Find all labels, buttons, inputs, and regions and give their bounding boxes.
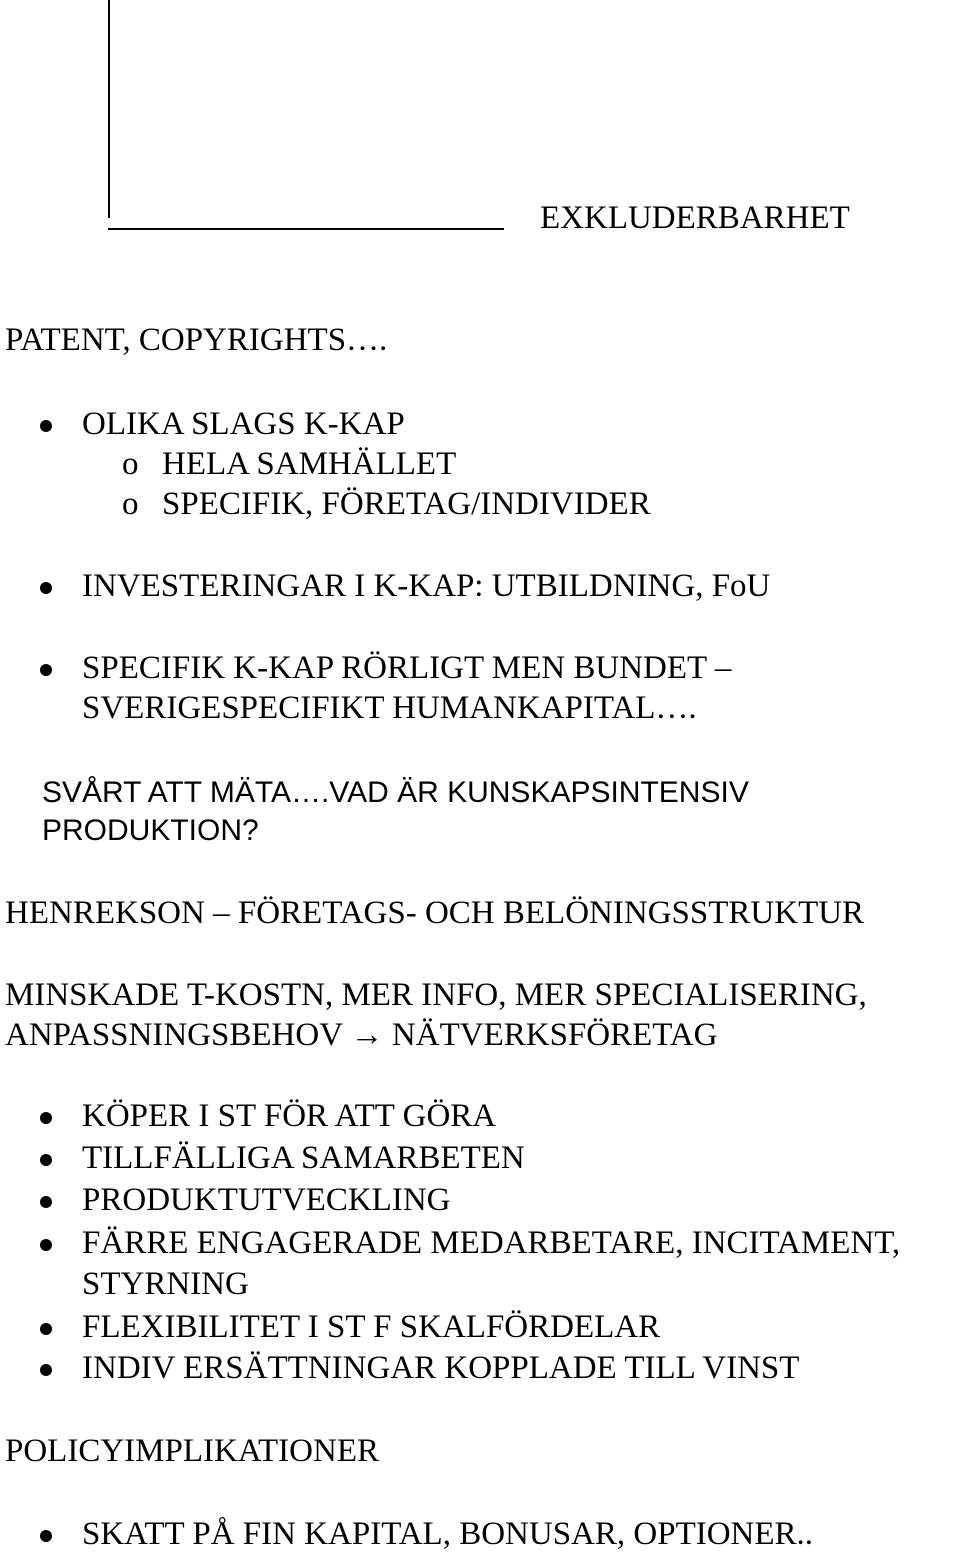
svart-line-1: SVÅRT ATT MÄTA….VAD ÄR KUNSKAPSINTENSIV xyxy=(42,776,749,809)
list-item-continuation: STYRNING xyxy=(82,1266,249,1302)
vertical-rule xyxy=(108,0,110,218)
henrekson-line: HENREKSON – FÖRETAGS- OCH BELÖNINGSSTRUKTUR xyxy=(5,895,865,931)
patent-line: PATENT, COPYRIGHTS…. xyxy=(5,322,388,358)
list-item: SPECIFIK K-KAP RÖRLIGT MEN BUNDET – xyxy=(82,650,732,686)
bullet-dot xyxy=(40,1196,52,1208)
svart-line-2: PRODUKTION? xyxy=(42,814,259,847)
bullet-dot xyxy=(40,582,52,594)
list-item: FLEXIBILITET I ST F SKALFÖRDELAR xyxy=(82,1309,661,1345)
sub-list-item: SPECIFIK, FÖRETAG/INDIVIDER xyxy=(162,486,651,522)
list-item: INDIV ERSÄTTNINGAR KOPPLADE TILL VINST xyxy=(82,1350,800,1386)
list-item-continuation: SVERIGESPECIFIKT HUMANKAPITAL…. xyxy=(82,690,697,726)
minskade-line-1: MINSKADE T-KOSTN, MER INFO, MER SPECIALISERING, xyxy=(5,977,867,1013)
list-item: PRODUKTUTVECKLING xyxy=(82,1182,451,1218)
bullet-dot xyxy=(40,664,52,676)
sub-bullet-marker: o xyxy=(122,486,139,522)
bullet-dot xyxy=(40,1239,52,1251)
list-item: FÄRRE ENGAGERADE MEDARBETARE, INCITAMENT, xyxy=(82,1225,901,1261)
policy-heading: POLICYIMPLIKATIONER xyxy=(5,1433,379,1469)
heading: EXKLUDERBARHET xyxy=(540,200,850,236)
list-item: OLIKA SLAGS K-KAP xyxy=(82,406,405,442)
sub-list-item: HELA SAMHÄLLET xyxy=(162,446,457,482)
bullet-dot xyxy=(40,1530,52,1542)
bullet-dot xyxy=(40,1364,52,1376)
list-item: INVESTERINGAR I K-KAP: UTBILDNING, FoU xyxy=(82,568,771,604)
horizontal-rule xyxy=(108,228,504,230)
bullet-dot xyxy=(40,1323,52,1335)
list-item: TILLFÄLLIGA SAMARBETEN xyxy=(82,1140,525,1176)
bullet-dot xyxy=(40,420,52,432)
bullet-dot xyxy=(40,1112,52,1124)
bullet-dot xyxy=(40,1154,52,1166)
sub-bullet-marker: o xyxy=(122,446,139,482)
list-item: KÖPER I ST FÖR ATT GÖRA xyxy=(82,1098,497,1134)
list-item: SKATT PÅ FIN KAPITAL, BONUSAR, OPTIONER.. xyxy=(82,1516,814,1552)
minskade-line-2: ANPASSNINGSBEHOV → NÄTVERKSFÖRETAG xyxy=(5,1017,718,1053)
